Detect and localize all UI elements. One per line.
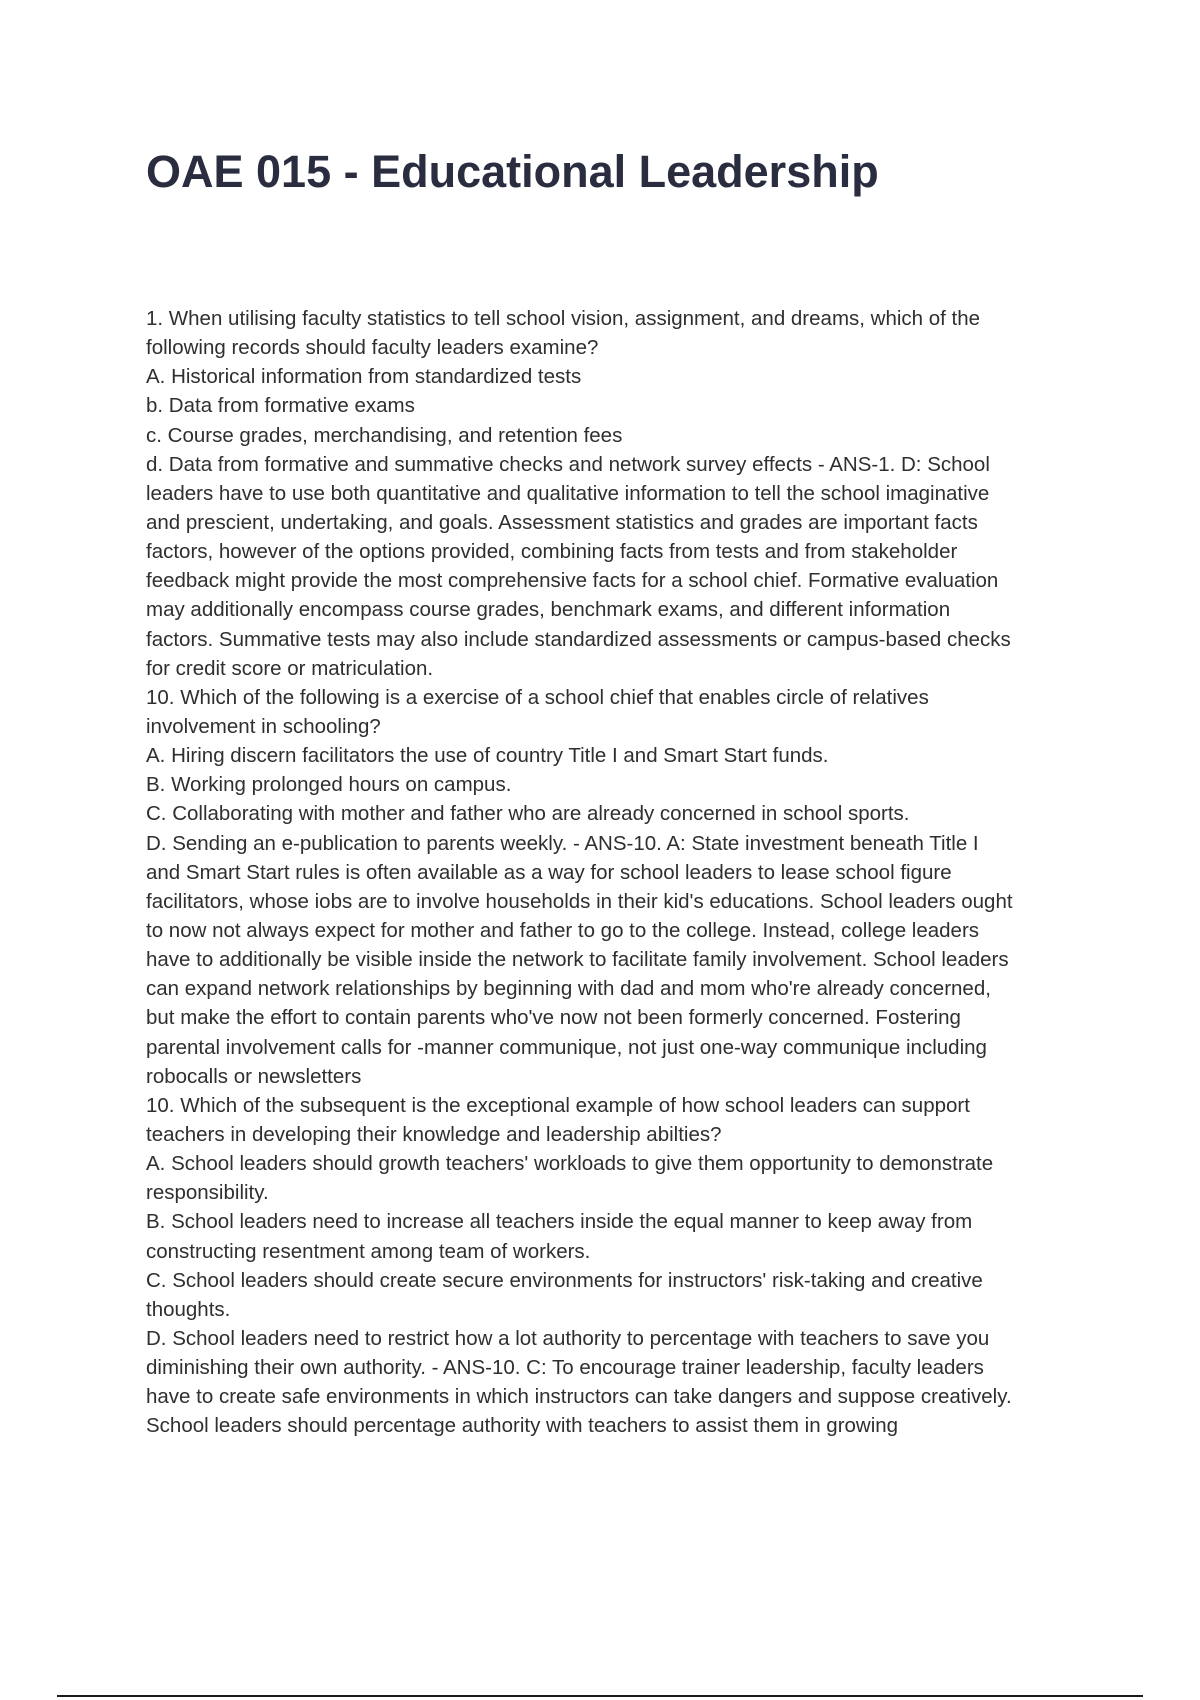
text-line: feedback might provide the most comprehensive facts for a school chief. Formative evaluation <box>146 569 999 593</box>
document-body <box>146 304 1086 1440</box>
text-line: have to create safe environments in which instructors can take dangers and suppose creatively. <box>146 1385 1012 1409</box>
text-line: diminishing their own authority. - ANS-10. C: To encourage trainer leadership, faculty leaders <box>146 1356 984 1380</box>
text-line: facilitators, whose iobs are to involve households in their kid's educations. School leaders ought <box>146 889 1013 913</box>
text-line: to now not always expect for mother and father to go to the college. Instead, college leaders <box>146 918 980 942</box>
text-line: involvement in schooling? <box>146 714 381 738</box>
text-line: A. School leaders should growth teachers' workloads to give them opportunity to demonstrate <box>146 1152 994 1176</box>
text-line: robocalls or newsletters <box>146 1064 362 1088</box>
text-line: b. Data from formative exams <box>146 394 415 418</box>
text-line: teachers in developing their knowledge and leadership abilties? <box>146 1122 722 1146</box>
text-line: have to additionally be visible inside the network to facilitate family involvement. School leaders <box>146 948 1009 972</box>
text-line: d. Data from formative and summative checks and network survey effects - ANS-1. D: School <box>146 452 990 476</box>
text-line: 1. When utilising faculty statistics to tell school vision, assignment, and dreams, which of the <box>146 307 981 330</box>
text-line: 10. Which of the subsequent is the exceptional example of how school leaders can support <box>146 1093 970 1117</box>
footer-divider <box>57 1695 1143 1697</box>
text-line: and prescient, undertaking, and goals. Assessment statistics and grades are important facts <box>146 510 978 534</box>
text-line: following records should faculty leaders examine? <box>146 336 599 360</box>
text-line: D. Sending an e-publication to parents weekly. - ANS-10. A: State investment beneath Title I <box>146 831 979 855</box>
page-title: OAE 015 - Educational Leadership <box>146 146 879 197</box>
text-line: 10. Which of the following is a exercise of a school chief that enables circle of relatives <box>146 685 929 709</box>
text-line: for credit score or matriculation. <box>146 656 434 680</box>
text-line: leaders have to use both quantitative and qualitative information to tell the school imaginative <box>146 481 990 505</box>
text-line: C. Collaborating with mother and father who are already concerned in school sports. <box>146 802 910 826</box>
text-line: responsibility. <box>146 1181 269 1205</box>
text-line: School leaders should percentage authority with teachers to assist them in growing <box>146 1414 899 1438</box>
text-line: and Smart Start rules is often available as a way for school leaders to lease school figure <box>146 860 952 884</box>
text-line: D. School leaders need to restrict how a lot authority to percentage with teachers to save you <box>146 1326 990 1350</box>
text-line: A. Historical information from standardized tests <box>146 365 582 389</box>
text-line: thoughts. <box>146 1297 231 1321</box>
text-line: A. Hiring discern facilitators the use of country Title I and Smart Start funds. <box>146 744 829 768</box>
text-line: B. School leaders need to increase all teachers inside the equal manner to keep away from <box>146 1210 973 1234</box>
text-line: factors, however of the options provided, combining facts from tests and from stakeholder <box>146 540 958 564</box>
text-line: factors. Summative tests may also include standardized assessments or campus-based checks <box>146 627 1011 651</box>
text-line: B. Working prolonged hours on campus. <box>146 773 512 797</box>
text-line: may additionally encompass course grades, benchmark exams, and different information <box>146 598 951 622</box>
text-line: C. School leaders should create secure environments for instructors' risk-taking and creative <box>146 1268 983 1292</box>
text-line: can expand network relationships by beginning with dad and mom who're already concerned, <box>146 977 991 1001</box>
text-line: parental involvement calls for -manner communique, not just one-way communique including <box>146 1035 987 1059</box>
text-line: but make the effort to contain parents who've now not been formerly concerned. Fostering <box>146 1006 961 1030</box>
text-line: constructing resentment among team of workers. <box>146 1239 591 1263</box>
text-line: c. Course grades, merchandising, and retention fees <box>146 423 623 447</box>
